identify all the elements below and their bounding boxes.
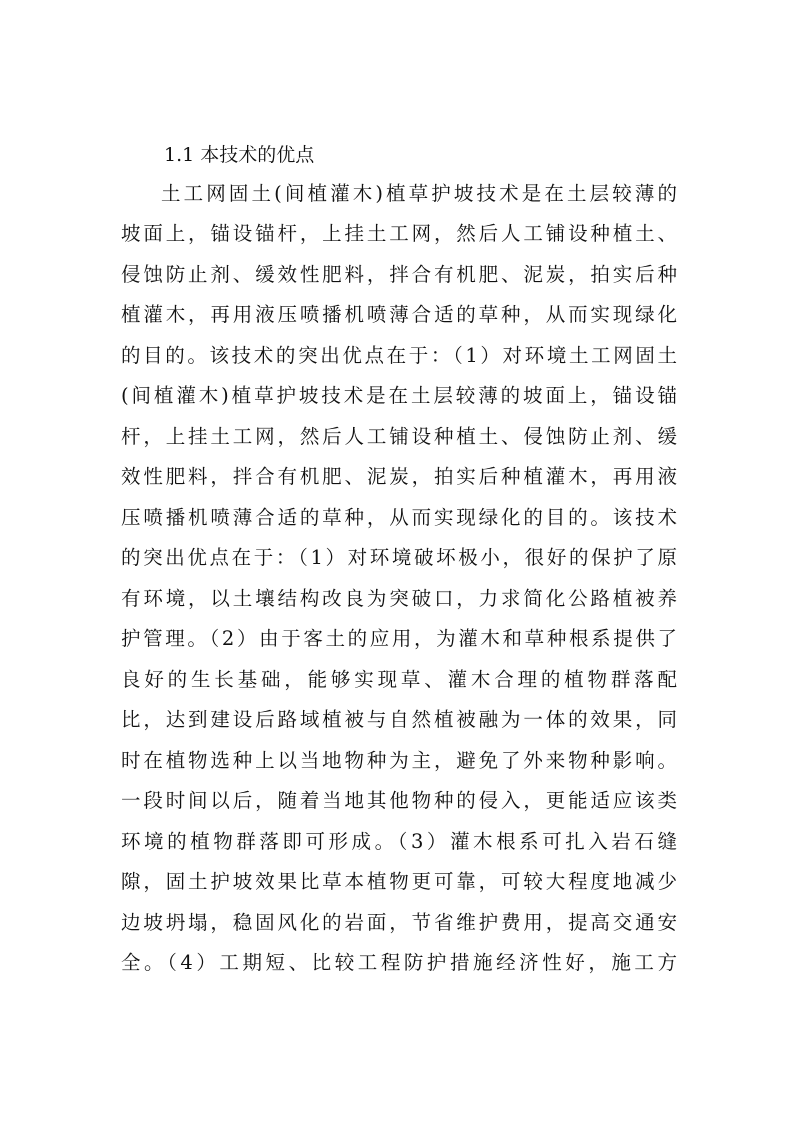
- paragraph-line: 侵蚀防止剂、缓效性肥料，拌合有机肥、泥炭，拍实后种: [121, 263, 677, 286]
- paragraph-line: 有环境，以土壤结构改良为突破口，力求简化公路植被养: [121, 587, 677, 610]
- paragraph-line: 效性肥料，拌合有机肥、泥炭，拍实后种植灌木，再用液: [121, 465, 677, 488]
- paragraph-line: 压喷播机喷薄合适的草种，从而实现绿化的目的。该技术: [121, 506, 677, 529]
- paragraph-line: 植灌木，再用液压喷播机喷薄合适的草种，从而实现绿化: [121, 303, 677, 326]
- paragraph-line: 边坡坍塌，稳固风化的岩面，节省维护费用，提高交通安: [121, 911, 677, 934]
- paragraph-line: 时在植物选种上以当地物种为主，避免了外来物种影响。: [121, 749, 677, 772]
- paragraph-line: 土工网固土(间植灌木)植草护坡技术是在土层较薄的: [161, 182, 677, 205]
- section-heading: 1.1 本技术的优点: [164, 144, 315, 166]
- paragraph-line: 护管理。（2）由于客土的应用，为灌木和草种根系提供了: [121, 627, 677, 650]
- paragraph-line: 比，达到建设后路域植被与自然植被融为一体的效果，同: [121, 708, 677, 731]
- paragraph-line: 的目的。该技术的突出优点在于：（1）对环境土工网固土: [121, 344, 677, 367]
- paragraph-line: 良好的生长基础，能够实现草、灌木合理的植物群落配: [121, 668, 677, 691]
- paragraph-line: (间植灌木)植草护坡技术是在土层较薄的坡面上，锚设锚: [121, 384, 677, 407]
- paragraph-line: 全。（4）工期短、比较工程防护措施经济性好，施工方: [121, 951, 677, 974]
- paragraph-line: 杆，上挂土工网，然后人工铺设种植土、侵蚀防止剂、缓: [121, 425, 677, 448]
- paragraph-line: 环境的植物群落即可形成。（3）灌木根系可扎入岩石缝: [121, 830, 677, 853]
- paragraph-line: 的突出优点在于：（1）对环境破坏极小，很好的保护了原: [121, 546, 677, 569]
- paragraph-line: 隙，固土护坡效果比草本植物更可靠，可较大程度地减少: [121, 870, 677, 893]
- paragraph-line: 坡面上，锚设锚杆，上挂土工网，然后人工铺设种植土、: [121, 222, 677, 245]
- paragraph-line: 一段时间以后，随着当地其他物种的侵入，更能适应该类: [121, 789, 677, 812]
